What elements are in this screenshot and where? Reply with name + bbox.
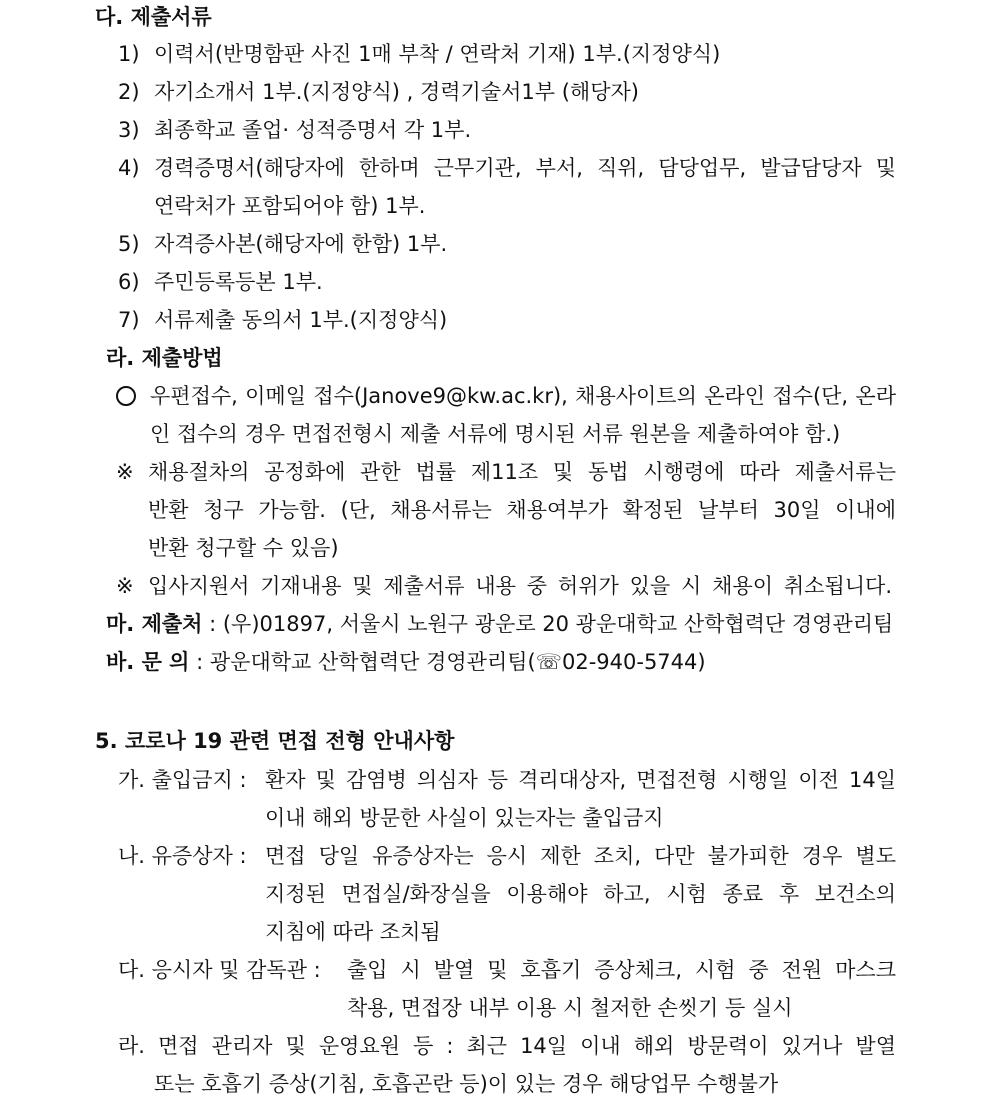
covid-item-label: 나. 유증상자 : — [118, 844, 247, 868]
note-item: ※ 입사지원서 기재내용 및 제출서류 내용 중 허위가 있을 시 채용이 취소됩니다. — [116, 571, 892, 601]
covid-item-text: 출입 시 발열 및 호흡기 증상체크, 시험 중 전원 마스크 — [347, 958, 896, 982]
section5-heading: 5. 코로나 19 관련 면접 전형 안내사항 — [95, 729, 455, 753]
covid-item-text: 면접 당일 유증상자는 응시 제한 조치, 다만 불가피한 경우 별도 — [265, 844, 896, 868]
submission-address: 마. 제출처 : (우)01897, 서울시 노원구 광운로 20 광운대학교 산학협력단 경영관리팀 — [106, 612, 894, 636]
covid-item-text: 이내 해외 방문한 사실이 있는자는 출입금지 — [265, 806, 664, 830]
list-item: 7) 서류제출 동의서 1부.(지정양식) — [118, 308, 448, 332]
covid-item-text: 라. 면접 관리자 및 운영요원 등 : 최근 14일 이내 해외 방문력이 있거나 발열 — [118, 1034, 896, 1058]
note-item: ※ 채용절차의 공정화에 관한 법률 제11조 및 동법 시행령에 따라 제출서류는 — [116, 457, 896, 487]
list-item: 5) 자격증사본(해당자에 한함) 1부. — [118, 232, 448, 256]
list-item: 4) 경력증명서(해당자에 한하며 근무기관, 부서, 직위, 담당업무, 발급담당자 및 — [118, 156, 896, 180]
section-ma-label: 마. 제출처 — [106, 612, 203, 636]
list-item: 2) 자기소개서 1부.(지정양식) , 경력기술서1부 (해당자) — [118, 80, 639, 104]
submission-method-continuation: 인 접수의 경우 면접전형시 제출 서류에 명시된 서류 원본을 제출하여야 함.) — [150, 422, 841, 446]
note-continuation: 반환 청구할 수 있음) — [148, 536, 339, 560]
section-ba-label: 바. 문 의 — [106, 650, 190, 674]
covid-item-text: 지정된 면접실/화장실을 이용해야 하고, 시험 종료 후 보건소의 — [265, 882, 896, 906]
section-da-heading: 다. 제출서류 — [95, 5, 212, 29]
covid-item-text: 지침에 따라 조치됨 — [265, 920, 441, 944]
covid-item-text: 착용, 면접장 내부 이용 시 철저한 손씻기 등 실시 — [347, 996, 793, 1020]
covid-item-text: 환자 및 감염병 의심자 등 격리대상자, 면접전형 시행일 이전 14일 — [265, 768, 896, 792]
contact-info: 바. 문 의 : 광운대학교 산학협력단 경영관리팀(☏02-940-5744) — [106, 650, 706, 674]
reference-mark-icon: ※ — [116, 574, 134, 598]
submission-method-item: 우편접수, 이메일 접수(Janove9@kw.ac.kr), 채용사이트의 온라인 접수(단, 온라 — [116, 381, 896, 411]
list-item: 3) 최종학교 졸업· 성적증명서 각 1부. — [118, 118, 472, 142]
list-item: 6) 주민등록등본 1부. — [118, 270, 323, 294]
covid-item-text: 또는 호흡기 증상(기침, 호흡곤란 등)이 있는 경우 해당업무 수행불가 — [154, 1072, 779, 1096]
section-ra-heading: 라. 제출방법 — [106, 346, 223, 370]
covid-item-label: 가. 출입금지 : — [118, 768, 247, 792]
covid-item-label: 다. 응시자 및 감독관 : — [118, 958, 321, 982]
list-item: 1) 이력서(반명함판 사진 1매 부착 / 연락처 기재) 1부.(지정양식) — [118, 42, 721, 66]
circle-bullet-icon — [116, 386, 136, 406]
note-continuation: 반환 청구 가능함. (단, 채용서류는 채용여부가 확정된 날부터 30일 이내에 — [148, 498, 896, 522]
list-item-continuation: 연락처가 포함되어야 함) 1부. — [154, 194, 426, 218]
reference-mark-icon: ※ — [116, 460, 134, 484]
